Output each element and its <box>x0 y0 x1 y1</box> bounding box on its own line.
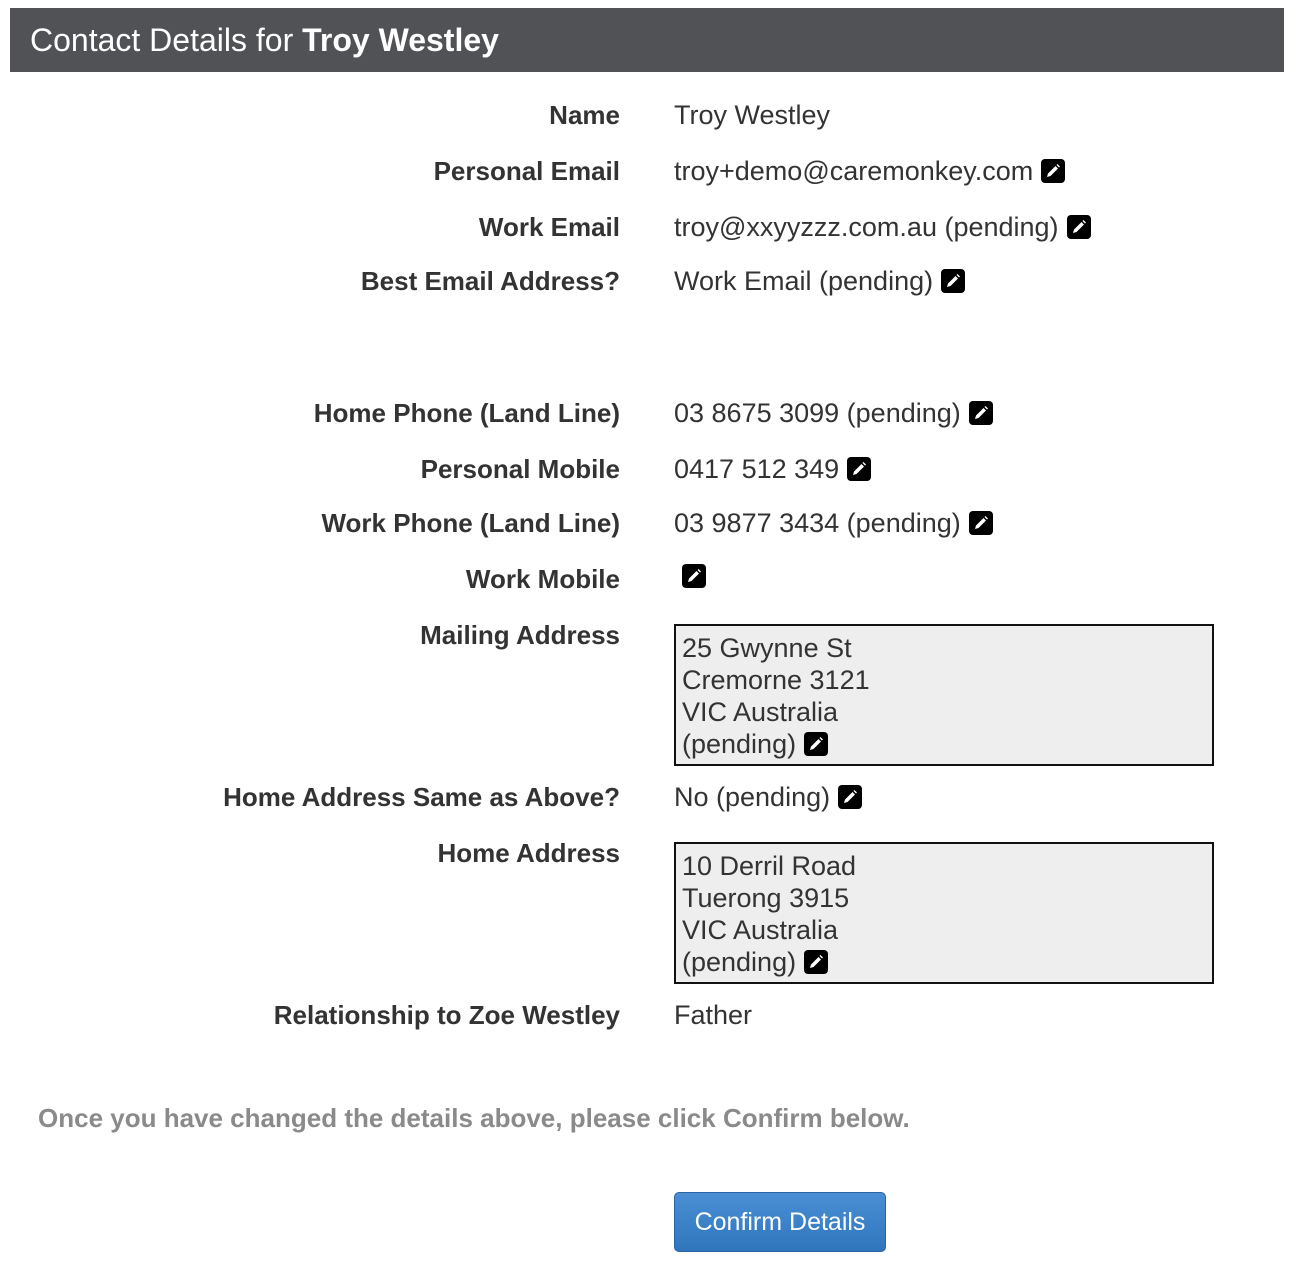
edit-home-address-icon[interactable] <box>804 950 828 974</box>
best-email-text: Work Email (pending) <box>674 266 934 296</box>
work-email-value <box>674 212 1091 242</box>
home-address-label: Home Address <box>437 838 620 868</box>
edit-personal-mobile-icon[interactable] <box>847 457 871 481</box>
name-value <box>674 100 830 130</box>
home-address-line: 10 Derril Road <box>682 851 857 881</box>
mailing-address-line: VIC Australia <box>682 697 839 727</box>
personal-email-text: troy+demo@caremonkey.com <box>674 156 1034 186</box>
header-contact-name: Troy Westley <box>302 22 499 58</box>
mailing-address-status: (pending) <box>682 729 797 759</box>
page-header <box>10 8 1284 72</box>
mailing-address-status-line <box>682 728 1206 760</box>
best-email-label: Best Email Address? <box>360 266 620 296</box>
header-prefix: Contact Details for <box>30 22 303 58</box>
work-mobile-label: Work Mobile <box>465 564 620 594</box>
home-address-line: Tuerong 3915 <box>682 883 850 913</box>
edit-work-phone-icon[interactable] <box>969 511 993 535</box>
home-address-line: VIC Australia <box>682 915 839 945</box>
work-phone-label: Work Phone (Land Line) <box>321 508 620 538</box>
mailing-address-label: Mailing Address <box>420 620 620 650</box>
personal-mobile-label: Personal Mobile <box>420 454 620 484</box>
home-phone-value <box>674 398 993 428</box>
personal-mobile-text: 0417 512 349 <box>674 454 840 484</box>
relationship-text: Father <box>674 1000 753 1030</box>
relationship-label: Relationship to Zoe Westley <box>273 1000 620 1030</box>
relationship-value <box>674 1000 752 1030</box>
home-same-value <box>674 782 862 812</box>
personal-email-label: Personal Email <box>433 156 620 186</box>
home-address-status: (pending) <box>682 947 797 977</box>
personal-mobile-value <box>674 454 871 484</box>
mailing-address-box <box>674 624 1214 766</box>
work-email-label: Work Email <box>478 212 620 242</box>
home-phone-text: 03 8675 3099 (pending) <box>674 398 961 428</box>
mailing-address-line: 25 Gwynne St <box>682 633 852 663</box>
home-phone-label: Home Phone (Land Line) <box>313 398 620 428</box>
edit-best-email-icon[interactable] <box>941 269 965 293</box>
home-same-text: No (pending) <box>674 782 831 812</box>
edit-work-mobile-icon[interactable] <box>682 564 706 588</box>
confirm-instruction-text: Once you have changed the details above, please click Confirm below. <box>38 1103 910 1133</box>
name-label: Name <box>549 100 620 130</box>
confirm-details-button[interactable]: Confirm Details <box>674 1192 886 1252</box>
work-mobile-value <box>674 564 706 588</box>
work-phone-value <box>674 508 993 538</box>
home-address-status-line <box>682 946 1206 978</box>
edit-mailing-address-icon[interactable] <box>804 732 828 756</box>
work-email-text: troy@xxyyzzz.com.au (pending) <box>674 212 1059 242</box>
edit-work-email-icon[interactable] <box>1067 215 1091 239</box>
edit-home-same-icon[interactable] <box>838 785 862 809</box>
edit-home-phone-icon[interactable] <box>969 401 993 425</box>
mailing-address-line: Cremorne 3121 <box>682 665 870 695</box>
home-same-label: Home Address Same as Above? <box>223 782 620 812</box>
name-text: Troy Westley <box>674 100 831 130</box>
home-address-box <box>674 842 1214 984</box>
personal-email-value <box>674 156 1065 186</box>
edit-personal-email-icon[interactable] <box>1041 159 1065 183</box>
work-phone-text: 03 9877 3434 (pending) <box>674 508 961 538</box>
best-email-value <box>674 266 965 296</box>
